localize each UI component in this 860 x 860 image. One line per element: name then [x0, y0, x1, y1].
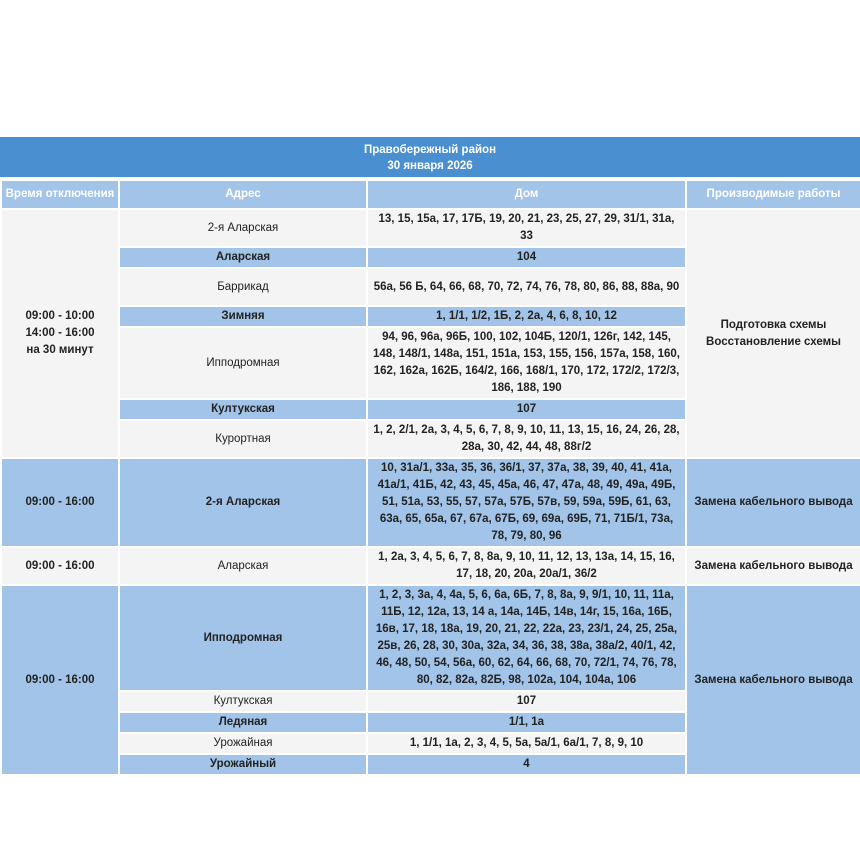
- street-name: Баррикад: [119, 268, 367, 306]
- house-numbers: 1/1, 1а: [367, 712, 686, 733]
- work-type-cell: [686, 547, 860, 585]
- street-name: Култукская: [119, 399, 367, 420]
- outage-time: 09:00 - 16:00: [25, 559, 95, 572]
- street-name: Курортная: [119, 420, 367, 458]
- house-numbers: 13, 15, 15а, 17, 17Б, 19, 20, 21, 23, 25, 27, 29, 31/1, 31а, 33: [367, 209, 686, 247]
- work-type: Замена кабельного вывода: [694, 673, 853, 686]
- work-type-cell: [686, 585, 860, 775]
- schedule-date: 30 января 2026: [387, 160, 473, 172]
- work-type: Подготовка схемы: [720, 318, 827, 331]
- work-type-cell: [686, 209, 860, 458]
- street-name: Ипподромная: [119, 585, 367, 691]
- work-type: Восстановление схемы: [706, 335, 841, 348]
- house-numbers: 1, 2а, 3, 4, 5, 6, 7, 8, 8а, 9, 10, 11, 12, 13, 13а, 14, 15, 16, 17, 18, 20, 20а, 20а/1, 36/2: [367, 547, 686, 585]
- outage-time: 09:00 - 16:00: [25, 673, 95, 686]
- street-name: Ипподромная: [119, 327, 367, 399]
- street-name: 2-я Аларская: [119, 458, 367, 547]
- street-name: Аларская: [119, 247, 367, 268]
- outage-time: 09:00 - 16:00: [25, 496, 95, 508]
- table-row: [1, 209, 860, 247]
- street-name: Аларская: [119, 547, 367, 585]
- house-numbers: 10, 31а/1, 33а, 35, 36, 36/1, 37, 37а, 38, 39, 40, 41, 41а, 41а/1, 41Б, 42, 43, 45, 45а, 46, 47, 47а, 48, 49, 49а, 49Б, 51, 51а, 53, 55, 57, 57а, 57Б, 57в, 59, 59а, 59Б, 61, 63, 63а, 65, 65а, 67, 67а, 67Б, 69, 69а, 69Б, 71, 71Б/1, 73а, 78, 79, 80, 96: [367, 458, 686, 547]
- col-header-time: Время отключения: [1, 180, 119, 209]
- work-type: Замена кабельного вывода: [694, 559, 853, 572]
- table-banner: [0, 137, 860, 179]
- street-name: Ледяная: [119, 712, 367, 733]
- col-header-house: Дом: [367, 180, 686, 209]
- street-name: Култукская: [119, 691, 367, 712]
- house-numbers: 94, 96, 96а, 96Б, 100, 102, 104Б, 120/1, 126г, 142, 145, 148, 148/1, 148а, 151, 151а, 153, 155, 156, 157а, 158, 160, 162, 162а, 162Б, 164/2, 166, 168/1, 170, 172, 172/2, 172/3, 186, 188, 190: [367, 327, 686, 399]
- house-numbers: 1, 1/1, 1а, 2, 3, 4, 5, 5а, 5а/1, 6а/1, 7, 8, 9, 10: [367, 733, 686, 754]
- outage-time-cell: [1, 458, 119, 547]
- header-row: [1, 180, 860, 209]
- house-numbers: 1, 1/1, 1/2, 1Б, 2, 2а, 4, 6, 8, 10, 12: [367, 306, 686, 327]
- table-row: [1, 458, 860, 547]
- outage-time-cell: [1, 209, 119, 458]
- col-header-work: Производимые работы: [686, 180, 860, 209]
- table-row: [1, 585, 860, 691]
- house-numbers: 1, 2, 3, 3а, 4, 4а, 5, 6, 6а, 6Б, 7, 8, 8а, 9, 9/1, 10, 11, 11а, 11Б, 12, 12а, 13, 14 а, 14а, 14Б, 14в, 14г, 15, 16а, 16Б, 16в, 17, 18, 18а, 19, 20, 21, 22, 22а, 23, 23/1, 24, 25, 25а, 25в, 26, 28, 30, 30а, 32а, 34, 36, 38, 38а, 38а/2, 40/1, 42, 46, 48, 50, 54, 56а, 60, 62, 64, 66, 68, 70, 72/1, 74, 76, 78, 80, 82, 82а, 82Б, 98, 102а, 104, 104а, 106: [367, 585, 686, 691]
- house-numbers: 107: [367, 691, 686, 712]
- district-title: Правобережный район: [363, 144, 497, 156]
- col-header-address: Адрес: [119, 180, 367, 209]
- table-row: [1, 547, 860, 585]
- street-name: 2-я Аларская: [119, 209, 367, 247]
- work-type-cell: [686, 458, 860, 547]
- outage-time: 14:00 - 16:00: [25, 327, 95, 339]
- outage-duration: на 30 минут: [26, 344, 94, 356]
- house-numbers: 56а, 56 Б, 64, 66, 68, 70, 72, 74, 76, 78, 80, 86, 88, 88а, 90: [367, 268, 686, 306]
- house-numbers: 107: [367, 399, 686, 420]
- outage-time-cell: [1, 585, 119, 775]
- street-name: Зимняя: [119, 306, 367, 327]
- outage-time: 09:00 - 10:00: [25, 310, 95, 322]
- house-numbers: 4: [367, 754, 686, 775]
- house-numbers: 104: [367, 247, 686, 268]
- house-numbers: 1, 2, 2/1, 2а, 3, 4, 5, 6, 7, 8, 9, 10, 11, 13, 15, 16, 24, 26, 28, 28а, 30, 42, 44, 48, 88г/2: [367, 420, 686, 458]
- street-name: Урожайная: [119, 733, 367, 754]
- outage-table: [0, 179, 860, 776]
- outage-schedule: [0, 137, 860, 776]
- work-type: Замена кабельного вывода: [694, 496, 853, 508]
- outage-time-cell: [1, 547, 119, 585]
- street-name: Урожайный: [119, 754, 367, 775]
